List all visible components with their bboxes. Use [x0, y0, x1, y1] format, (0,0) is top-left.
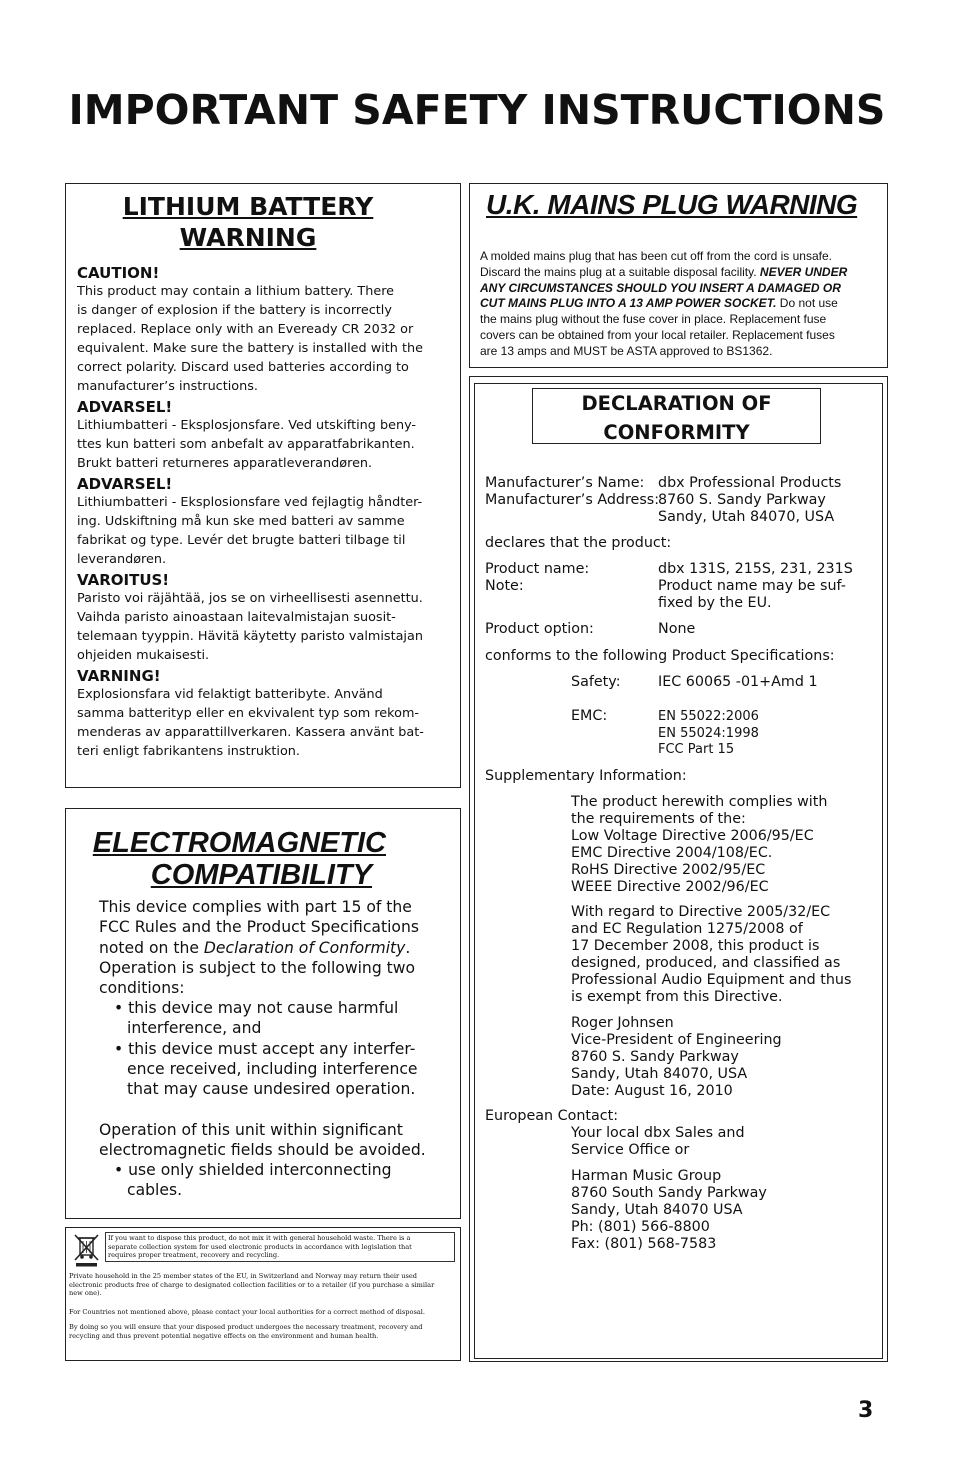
emc-intro-post: . Operation is subject to the following two conditions: — [99, 938, 416, 998]
product-option-value: None — [658, 621, 696, 637]
european-contact-label: European Contact: — [485, 1108, 619, 1124]
uk-mains-plug-warning-box — [469, 183, 888, 368]
weee-box — [65, 1227, 461, 1361]
emc-title-line1: ELECTROMAGNETIC — [92, 827, 386, 859]
manufacturer-address-2: Sandy, Utah 84070, USA — [658, 509, 835, 525]
declaration-title-box — [532, 388, 821, 444]
manufacturer-name: dbx Professional Products — [658, 475, 842, 491]
section-heading: VARNING! — [77, 667, 161, 685]
emc-bullet-2: • this device must accept any interfer- — [114, 1040, 416, 1058]
lithium-sections — [77, 262, 457, 761]
crossed-out-wheelie-bin-icon — [71, 1232, 101, 1268]
product-labels: Product name: Note: — [485, 561, 590, 594]
emc-bullet-3-cont: cables. — [127, 1181, 183, 1199]
declaration-title: DECLARATION OF CONFORMITY — [581, 392, 772, 444]
weee-para-1: Private household in the 25 member states of the EU, in Switzerland and Norway may return their used electronic products free of charge to designated collection facilities or to a retailer (if you purchase a similar new one). — [69, 1272, 435, 1298]
emc-intro-pre: This device complies with part 15 of the FCC Rules and the Product Specifications noted on the — [99, 898, 419, 957]
emc-title-line2: COMPATIBILITY — [150, 859, 372, 891]
safety-label: Safety: — [571, 674, 621, 690]
emc-intro — [99, 897, 459, 998]
section-text: Paristo voi räjähtää, jos se on virheellisesti asennettu. Vaihda paristo ainoastaan laitevalmistajan suosit- telemaan tyyppin. Hävitä käytetty paristo valmistajan ohjeiden mukaisesti. — [77, 591, 423, 663]
weee-boxed-text: If you want to dispose this product, do not mix it with general household waste. There is a separate collection system for used electronic products in accordance with legislation that requires proper treatment, recovery and recycling. — [105, 1232, 455, 1262]
section-text: Lithiumbatteri - Eksplosjonsfare. Ved utskifting beny- ttes kun batteri som anbefalt av apparatfabrikanten. Brukt batteri returneres apparatleverandøren. — [77, 418, 417, 471]
section-heading: ADVARSEL! — [77, 398, 173, 416]
lithium-section-varoitus — [77, 571, 457, 665]
lithium-section-varning — [77, 667, 457, 761]
section-heading: CAUTION! — [77, 264, 160, 282]
lithium-section-advarsel-dk — [77, 475, 457, 569]
declaration-of-conformity-box — [469, 376, 888, 1362]
uk-title: U.K. MAINS PLUG WARNING — [486, 189, 858, 220]
lithium-battery-warning-box — [65, 183, 461, 788]
signatory-block: Roger Johnsen Vice-President of Engineering 8760 S. Sandy Parkway Sandy, Utah 84070, USA Date: August 16, 2010 — [571, 1015, 782, 1099]
weee-para-2: For Countries not mentioned above, please contact your local authorities for a correct method of disposal. — [69, 1308, 426, 1316]
product-values: dbx 131S, 215S, 231, 231S Product name may be suf- fixed by the EU. — [658, 561, 853, 611]
declares-text: declares that the product: — [485, 535, 672, 551]
european-contact-local: Your local dbx Sales and Service Office or — [571, 1125, 745, 1158]
supplementary-directives: The product herewith complies with the requirements of the: Low Voltage Directive 2006/95/EC EMC Directive 2004/108/EC. RoHS Directive 2002/95/EC WEEE Directive 2002/96/EC — [571, 794, 828, 895]
emc-bullet-1-cont: interference, and — [127, 1019, 262, 1037]
european-contact-harman: Harman Music Group 8760 South Sandy Parkway Sandy, Utah 84070 USA Ph: (801) 566-8800 Fax: (801) 568-7583 — [571, 1168, 767, 1252]
page-title: IMPORTANT SAFETY INSTRUCTIONS — [68, 86, 886, 134]
emc-bullet-1: • this device may not cause harmful — [114, 999, 399, 1017]
lithium-title: LITHIUM BATTERY WARNING — [122, 192, 374, 252]
conforms-text: conforms to the following Product Specifications: — [485, 648, 835, 664]
safety-value: IEC 60065 -01+Amd 1 — [658, 674, 818, 690]
manufacturer-labels: Manufacturer’s Name: Manufacturer’s Address: — [485, 475, 660, 508]
uk-text-post: Do not use the mains plug without the fuse cover in place. Replacement fuse covers can be obtained from your local retailer. Replacement fuses are 13 amps and MUST be ASTA approved to BS1362. — [480, 296, 838, 358]
lithium-section-caution — [77, 264, 457, 396]
emc-label: EMC: — [571, 708, 608, 724]
supplementary-ecodesign: With regard to Directive 2005/32/EC and EC Regulation 1275/2008 of 17 December 2008, this product is designed, produced, and classified as Professional Audio Equipment and thus is exempt from this Directive. — [571, 904, 852, 1005]
manufacturer-address-1: 8760 S. Sandy Parkway — [658, 492, 826, 508]
weee-para-3: By doing so you will ensure that your disposed product undergoes the necessary treatment, recovery and recycling and thus prevent potential negative effects on the environment and human health. — [69, 1323, 423, 1340]
uk-text-pre: A molded mains plug that has been cut off from the cord is unsafe. Discard the mains plug at a suitable disposal facility. — [480, 249, 832, 279]
section-text: This product may contain a lithium battery. There is danger of explosion if the battery is incorrectly replaced. Replace only with an Eveready CR 2032 or equivalent. Make sure the battery is installed with the correct polarity. Discard used batteries according to manufacturer’s instructions. — [77, 284, 423, 394]
emc-value: EN 55022:2006 EN 55024:1998 FCC Part 15 — [658, 709, 759, 757]
uk-text — [480, 249, 880, 360]
emc-para-2: Operation of this unit within significant electromagnetic fields should be avoided. — [99, 1121, 426, 1160]
uk-text-bold: NEVER UNDER ANY CIRCUMSTANCES SHOULD YOU INSERT A DAMAGED OR CUT MAINS PLUG INTO A 13 AMP POWER SOCKET. — [480, 264, 848, 311]
lithium-section-advarsel-no — [77, 398, 457, 473]
emc-intro-italic: Declaration of Conformity — [203, 938, 406, 957]
supplementary-label: Supplementary Information: — [485, 768, 687, 784]
page-number: 3 — [858, 1398, 874, 1423]
emc-bullet-3: • use only shielded interconnecting — [114, 1161, 392, 1179]
emc-box — [65, 808, 461, 1219]
product-option-label: Product option: — [485, 621, 594, 637]
emc-bullet-2-cont: ence received, including interference that may cause undesired operation. — [127, 1060, 418, 1099]
section-text: Lithiumbatteri - Eksplosionsfare ved fejlagtig håndter- ing. Udskiftning må kun ske med batteri av samme fabrikat og type. Levér det brugte batteri tilbage til leverandøren. — [77, 495, 423, 567]
section-text: Explosionsfara vid felaktigt batteribyte. Använd samma batterityp eller en ekvivalent typ som rekom- menderas av apparattillverkaren. Kassera använt bat- teri enligt fabrikantens instruktion. — [77, 687, 424, 759]
section-heading: ADVARSEL! — [77, 475, 173, 493]
section-heading: VAROITUS! — [77, 571, 170, 589]
